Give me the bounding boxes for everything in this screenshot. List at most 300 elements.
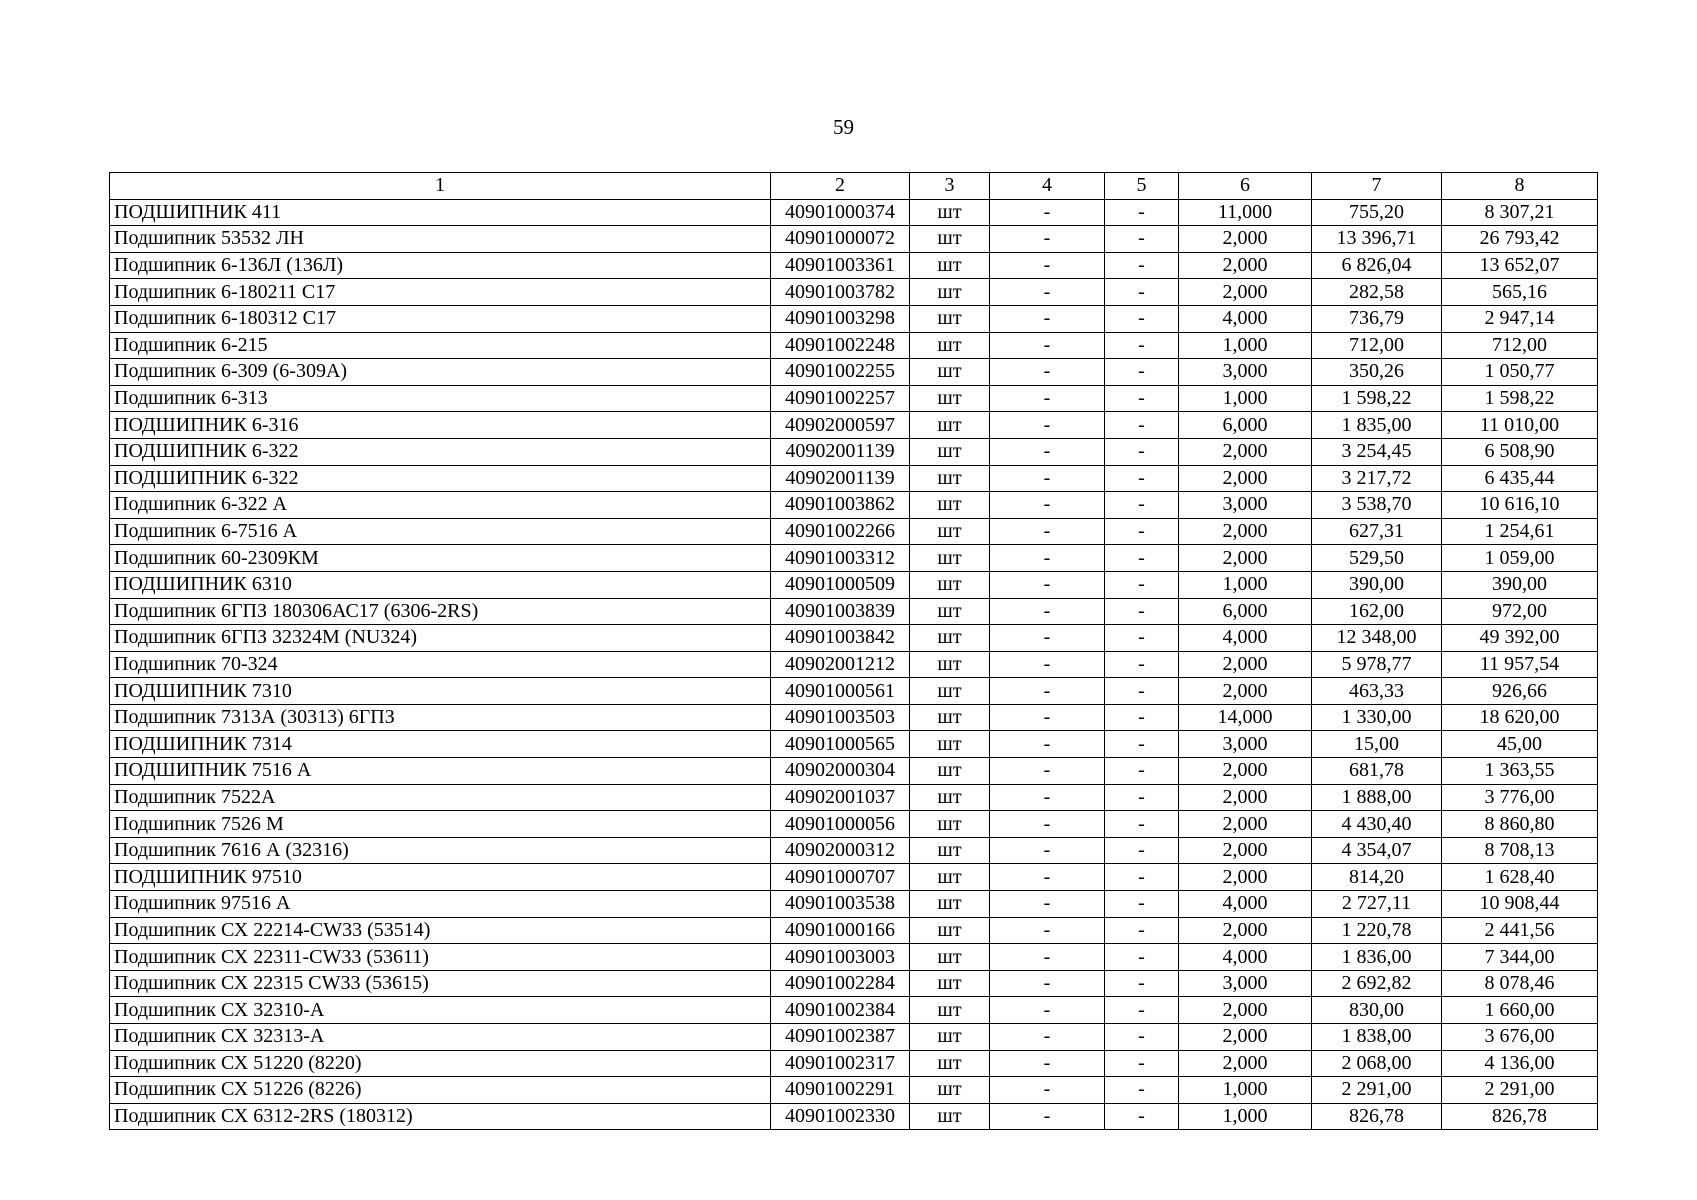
item-code-cell: 40901003782 xyxy=(771,279,910,306)
table-row xyxy=(110,385,1598,412)
item-name-cell: Подшипник 7522А xyxy=(110,784,771,811)
col4-cell: - xyxy=(990,944,1105,971)
col5-cell: - xyxy=(1105,651,1179,678)
col5-cell: - xyxy=(1105,305,1179,332)
quantity-cell: 3,000 xyxy=(1179,731,1312,758)
price-cell: 350,26 xyxy=(1312,359,1442,386)
item-name-cell: Подшипник 6-180211 С17 xyxy=(110,279,771,306)
col5-cell: - xyxy=(1105,226,1179,253)
unit-cell: шт xyxy=(910,199,990,226)
item-code-cell: 40901000561 xyxy=(771,678,910,705)
price-cell: 1 838,00 xyxy=(1312,1024,1442,1051)
amount-cell: 6 435,44 xyxy=(1442,465,1598,492)
quantity-cell: 1,000 xyxy=(1179,1077,1312,1104)
col4-cell: - xyxy=(990,598,1105,625)
quantity-cell: 1,000 xyxy=(1179,1103,1312,1130)
table-row xyxy=(110,1024,1598,1051)
amount-cell: 4 136,00 xyxy=(1442,1050,1598,1077)
price-cell: 4 430,40 xyxy=(1312,811,1442,838)
col4-cell: - xyxy=(990,917,1105,944)
amount-cell: 10 908,44 xyxy=(1442,891,1598,918)
item-code-cell: 40901000056 xyxy=(771,811,910,838)
amount-cell: 1 363,55 xyxy=(1442,758,1598,785)
amount-cell: 2 441,56 xyxy=(1442,917,1598,944)
table-row xyxy=(110,492,1598,519)
item-name-cell: Подшипник 7313А (30313) 6ГПЗ xyxy=(110,704,771,731)
table-row xyxy=(110,279,1598,306)
col5-cell: - xyxy=(1105,518,1179,545)
table-body xyxy=(110,199,1598,1130)
table-row xyxy=(110,917,1598,944)
col4-cell: - xyxy=(990,226,1105,253)
item-code-cell: 40901000166 xyxy=(771,917,910,944)
item-code-cell: 40901003842 xyxy=(771,625,910,652)
item-code-cell: 40901003503 xyxy=(771,704,910,731)
quantity-cell: 3,000 xyxy=(1179,359,1312,386)
col5-cell: - xyxy=(1105,438,1179,465)
unit-cell: шт xyxy=(910,651,990,678)
quantity-cell: 2,000 xyxy=(1179,1024,1312,1051)
col5-cell: - xyxy=(1105,758,1179,785)
unit-cell: шт xyxy=(910,545,990,572)
unit-cell: шт xyxy=(910,678,990,705)
unit-cell: шт xyxy=(910,465,990,492)
quantity-cell: 2,000 xyxy=(1179,465,1312,492)
quantity-cell: 3,000 xyxy=(1179,970,1312,997)
amount-cell: 1 254,61 xyxy=(1442,518,1598,545)
col4-cell: - xyxy=(990,1024,1105,1051)
table-row xyxy=(110,651,1598,678)
item-code-cell: 40901003298 xyxy=(771,305,910,332)
table-row xyxy=(110,465,1598,492)
inventory-table xyxy=(109,172,1598,1130)
price-cell: 830,00 xyxy=(1312,997,1442,1024)
page-number-text: 59 xyxy=(833,115,854,139)
col5-cell: - xyxy=(1105,571,1179,598)
column-header: 7 xyxy=(1312,173,1442,200)
unit-cell: шт xyxy=(910,891,990,918)
quantity-cell: 4,000 xyxy=(1179,305,1312,332)
table-row xyxy=(110,252,1598,279)
col5-cell: - xyxy=(1105,279,1179,306)
unit-cell: шт xyxy=(910,1050,990,1077)
col4-cell: - xyxy=(990,837,1105,864)
amount-cell: 565,16 xyxy=(1442,279,1598,306)
price-cell: 13 396,71 xyxy=(1312,226,1442,253)
col5-cell: - xyxy=(1105,492,1179,519)
amount-cell: 45,00 xyxy=(1442,731,1598,758)
price-cell: 1 220,78 xyxy=(1312,917,1442,944)
col4-cell: - xyxy=(990,571,1105,598)
col4-cell: - xyxy=(990,811,1105,838)
quantity-cell: 4,000 xyxy=(1179,625,1312,652)
price-cell: 12 348,00 xyxy=(1312,625,1442,652)
quantity-cell: 2,000 xyxy=(1179,226,1312,253)
item-code-cell: 40901003538 xyxy=(771,891,910,918)
quantity-cell: 2,000 xyxy=(1179,438,1312,465)
item-name-cell: Подшипник СХ 22214-CW33 (53514) xyxy=(110,917,771,944)
unit-cell: шт xyxy=(910,758,990,785)
item-name-cell: Подшипник 6-180312 С17 xyxy=(110,305,771,332)
column-header: 1 xyxy=(110,173,771,200)
unit-cell: шт xyxy=(910,598,990,625)
item-code-cell: 40901002248 xyxy=(771,332,910,359)
item-code-cell: 40901002317 xyxy=(771,1050,910,1077)
amount-cell: 18 620,00 xyxy=(1442,704,1598,731)
item-name-cell: Подшипник 7526 М xyxy=(110,811,771,838)
table-row xyxy=(110,412,1598,439)
amount-cell: 2 291,00 xyxy=(1442,1077,1598,1104)
amount-cell: 2 947,14 xyxy=(1442,305,1598,332)
item-name-cell: Подшипник СХ 51220 (8220) xyxy=(110,1050,771,1077)
page-number xyxy=(0,115,1697,140)
column-header: 6 xyxy=(1179,173,1312,200)
table-row xyxy=(110,704,1598,731)
quantity-cell: 14,000 xyxy=(1179,704,1312,731)
item-name-cell: ПОДШИПНИК 7310 xyxy=(110,678,771,705)
unit-cell: шт xyxy=(910,1024,990,1051)
col4-cell: - xyxy=(990,758,1105,785)
table-row xyxy=(110,359,1598,386)
price-cell: 712,00 xyxy=(1312,332,1442,359)
column-header: 4 xyxy=(990,173,1105,200)
col5-cell: - xyxy=(1105,837,1179,864)
item-code-cell: 40901003312 xyxy=(771,545,910,572)
col5-cell: - xyxy=(1105,1103,1179,1130)
amount-cell: 11 957,54 xyxy=(1442,651,1598,678)
col4-cell: - xyxy=(990,305,1105,332)
unit-cell: шт xyxy=(910,704,990,731)
item-code-cell: 40901002330 xyxy=(771,1103,910,1130)
price-cell: 1 836,00 xyxy=(1312,944,1442,971)
amount-cell: 1 660,00 xyxy=(1442,997,1598,1024)
item-name-cell: Подшипник 53532 ЛН xyxy=(110,226,771,253)
unit-cell: шт xyxy=(910,864,990,891)
col5-cell: - xyxy=(1105,332,1179,359)
price-cell: 162,00 xyxy=(1312,598,1442,625)
amount-cell: 6 508,90 xyxy=(1442,438,1598,465)
item-code-cell: 40901002257 xyxy=(771,385,910,412)
col5-cell: - xyxy=(1105,944,1179,971)
col4-cell: - xyxy=(990,279,1105,306)
item-name-cell: ПОДШИПНИК 7314 xyxy=(110,731,771,758)
item-name-cell: ПОДШИПНИК 7516 А xyxy=(110,758,771,785)
table-row xyxy=(110,944,1598,971)
col4-cell: - xyxy=(990,252,1105,279)
col4-cell: - xyxy=(990,359,1105,386)
table-row xyxy=(110,598,1598,625)
amount-cell: 1 628,40 xyxy=(1442,864,1598,891)
table-row xyxy=(110,784,1598,811)
col4-cell: - xyxy=(990,731,1105,758)
amount-cell: 3 776,00 xyxy=(1442,784,1598,811)
amount-cell: 8 708,13 xyxy=(1442,837,1598,864)
quantity-cell: 1,000 xyxy=(1179,385,1312,412)
amount-cell: 49 392,00 xyxy=(1442,625,1598,652)
col5-cell: - xyxy=(1105,1024,1179,1051)
col5-cell: - xyxy=(1105,917,1179,944)
unit-cell: шт xyxy=(910,837,990,864)
unit-cell: шт xyxy=(910,811,990,838)
table-row xyxy=(110,438,1598,465)
item-code-cell: 40902001037 xyxy=(771,784,910,811)
price-cell: 15,00 xyxy=(1312,731,1442,758)
quantity-cell: 6,000 xyxy=(1179,598,1312,625)
amount-cell: 10 616,10 xyxy=(1442,492,1598,519)
item-name-cell: ПОДШИПНИК 6-316 xyxy=(110,412,771,439)
item-code-cell: 40901000565 xyxy=(771,731,910,758)
col4-cell: - xyxy=(990,438,1105,465)
unit-cell: шт xyxy=(910,385,990,412)
col5-cell: - xyxy=(1105,864,1179,891)
column-header: 3 xyxy=(910,173,990,200)
quantity-cell: 2,000 xyxy=(1179,864,1312,891)
item-name-cell: Подшипник СХ 51226 (8226) xyxy=(110,1077,771,1104)
unit-cell: шт xyxy=(910,332,990,359)
table-row xyxy=(110,305,1598,332)
item-name-cell: Подшипник СХ 22315 CW33 (53615) xyxy=(110,970,771,997)
quantity-cell: 3,000 xyxy=(1179,492,1312,519)
table-row xyxy=(110,731,1598,758)
amount-cell: 7 344,00 xyxy=(1442,944,1598,971)
price-cell: 814,20 xyxy=(1312,864,1442,891)
col4-cell: - xyxy=(990,492,1105,519)
amount-cell: 8 307,21 xyxy=(1442,199,1598,226)
table-row xyxy=(110,864,1598,891)
table-row xyxy=(110,811,1598,838)
price-cell: 3 538,70 xyxy=(1312,492,1442,519)
col5-cell: - xyxy=(1105,465,1179,492)
unit-cell: шт xyxy=(910,571,990,598)
amount-cell: 13 652,07 xyxy=(1442,252,1598,279)
amount-cell: 972,00 xyxy=(1442,598,1598,625)
unit-cell: шт xyxy=(910,970,990,997)
col4-cell: - xyxy=(990,332,1105,359)
quantity-cell: 2,000 xyxy=(1179,758,1312,785)
item-name-cell: ПОДШИПНИК 97510 xyxy=(110,864,771,891)
item-name-cell: Подшипник СХ 32310-А xyxy=(110,997,771,1024)
item-name-cell: Подшипник СХ 6312-2RS (180312) xyxy=(110,1103,771,1130)
amount-cell: 26 793,42 xyxy=(1442,226,1598,253)
quantity-cell: 2,000 xyxy=(1179,837,1312,864)
price-cell: 2 291,00 xyxy=(1312,1077,1442,1104)
price-cell: 3 254,45 xyxy=(1312,438,1442,465)
col5-cell: - xyxy=(1105,784,1179,811)
item-name-cell: Подшипник 97516 А xyxy=(110,891,771,918)
unit-cell: шт xyxy=(910,226,990,253)
item-code-cell: 40901003003 xyxy=(771,944,910,971)
col5-cell: - xyxy=(1105,359,1179,386)
table-row xyxy=(110,997,1598,1024)
item-code-cell: 40901000509 xyxy=(771,571,910,598)
unit-cell: шт xyxy=(910,784,990,811)
table-row xyxy=(110,518,1598,545)
col4-cell: - xyxy=(990,970,1105,997)
table-row xyxy=(110,332,1598,359)
col5-cell: - xyxy=(1105,891,1179,918)
col5-cell: - xyxy=(1105,1050,1179,1077)
col4-cell: - xyxy=(990,704,1105,731)
item-code-cell: 40901002387 xyxy=(771,1024,910,1051)
quantity-cell: 2,000 xyxy=(1179,678,1312,705)
price-cell: 1 598,22 xyxy=(1312,385,1442,412)
column-header: 5 xyxy=(1105,173,1179,200)
table-row xyxy=(110,1050,1598,1077)
table-row xyxy=(110,891,1598,918)
price-cell: 3 217,72 xyxy=(1312,465,1442,492)
item-code-cell: 40901002291 xyxy=(771,1077,910,1104)
item-name-cell: ПОДШИПНИК 6-322 xyxy=(110,465,771,492)
quantity-cell: 1,000 xyxy=(1179,571,1312,598)
item-name-cell: ПОДШИПНИК 411 xyxy=(110,199,771,226)
col5-cell: - xyxy=(1105,970,1179,997)
quantity-cell: 2,000 xyxy=(1179,518,1312,545)
table-row xyxy=(110,625,1598,652)
item-code-cell: 40902000312 xyxy=(771,837,910,864)
unit-cell: шт xyxy=(910,438,990,465)
unit-cell: шт xyxy=(910,625,990,652)
price-cell: 282,58 xyxy=(1312,279,1442,306)
item-name-cell: Подшипник 6-215 xyxy=(110,332,771,359)
unit-cell: шт xyxy=(910,944,990,971)
amount-cell: 712,00 xyxy=(1442,332,1598,359)
unit-cell: шт xyxy=(910,1077,990,1104)
price-cell: 463,33 xyxy=(1312,678,1442,705)
quantity-cell: 4,000 xyxy=(1179,891,1312,918)
table-row xyxy=(110,226,1598,253)
price-cell: 4 354,07 xyxy=(1312,837,1442,864)
amount-cell: 826,78 xyxy=(1442,1103,1598,1130)
quantity-cell: 2,000 xyxy=(1179,279,1312,306)
amount-cell: 1 598,22 xyxy=(1442,385,1598,412)
col5-cell: - xyxy=(1105,199,1179,226)
col5-cell: - xyxy=(1105,598,1179,625)
col5-cell: - xyxy=(1105,731,1179,758)
column-header: 8 xyxy=(1442,173,1598,200)
item-name-cell: Подшипник 60-2309КМ xyxy=(110,545,771,572)
price-cell: 5 978,77 xyxy=(1312,651,1442,678)
quantity-cell: 2,000 xyxy=(1179,252,1312,279)
col4-cell: - xyxy=(990,784,1105,811)
table-row xyxy=(110,545,1598,572)
unit-cell: шт xyxy=(910,518,990,545)
amount-cell: 1 059,00 xyxy=(1442,545,1598,572)
item-code-cell: 40901002384 xyxy=(771,997,910,1024)
table-row xyxy=(110,199,1598,226)
table-row xyxy=(110,1077,1598,1104)
unit-cell: шт xyxy=(910,731,990,758)
table-row xyxy=(110,758,1598,785)
item-code-cell: 40901002266 xyxy=(771,518,910,545)
col5-cell: - xyxy=(1105,412,1179,439)
item-name-cell: Подшипник 70-324 xyxy=(110,651,771,678)
col4-cell: - xyxy=(990,864,1105,891)
unit-cell: шт xyxy=(910,997,990,1024)
item-code-cell: 40902001139 xyxy=(771,438,910,465)
col4-cell: - xyxy=(990,385,1105,412)
amount-cell: 8 860,80 xyxy=(1442,811,1598,838)
col4-cell: - xyxy=(990,1077,1105,1104)
price-cell: 2 692,82 xyxy=(1312,970,1442,997)
col5-cell: - xyxy=(1105,545,1179,572)
price-cell: 2 068,00 xyxy=(1312,1050,1442,1077)
table-row xyxy=(110,970,1598,997)
col4-cell: - xyxy=(990,625,1105,652)
quantity-cell: 2,000 xyxy=(1179,997,1312,1024)
col4-cell: - xyxy=(990,518,1105,545)
price-cell: 1 888,00 xyxy=(1312,784,1442,811)
col4-cell: - xyxy=(990,199,1105,226)
price-cell: 529,50 xyxy=(1312,545,1442,572)
item-name-cell: Подшипник 6ГПЗ 180306АС17 (6306-2RS) xyxy=(110,598,771,625)
col5-cell: - xyxy=(1105,997,1179,1024)
col4-cell: - xyxy=(990,651,1105,678)
item-code-cell: 40902001212 xyxy=(771,651,910,678)
price-cell: 6 826,04 xyxy=(1312,252,1442,279)
item-name-cell: Подшипник СХ 22311-CW33 (53611) xyxy=(110,944,771,971)
table-row xyxy=(110,571,1598,598)
col4-cell: - xyxy=(990,1050,1105,1077)
price-cell: 755,20 xyxy=(1312,199,1442,226)
quantity-cell: 1,000 xyxy=(1179,332,1312,359)
unit-cell: шт xyxy=(910,1103,990,1130)
item-code-cell: 40901000707 xyxy=(771,864,910,891)
header-row xyxy=(110,173,1598,200)
item-code-cell: 40901003361 xyxy=(771,252,910,279)
col5-cell: - xyxy=(1105,678,1179,705)
item-code-cell: 40901000374 xyxy=(771,199,910,226)
unit-cell: шт xyxy=(910,359,990,386)
item-code-cell: 40901003839 xyxy=(771,598,910,625)
item-code-cell: 40901002284 xyxy=(771,970,910,997)
amount-cell: 926,66 xyxy=(1442,678,1598,705)
col4-cell: - xyxy=(990,891,1105,918)
amount-cell: 390,00 xyxy=(1442,571,1598,598)
col5-cell: - xyxy=(1105,625,1179,652)
unit-cell: шт xyxy=(910,305,990,332)
col5-cell: - xyxy=(1105,385,1179,412)
unit-cell: шт xyxy=(910,492,990,519)
item-name-cell: Подшипник 6ГПЗ 32324М (NU324) xyxy=(110,625,771,652)
price-cell: 1 330,00 xyxy=(1312,704,1442,731)
unit-cell: шт xyxy=(910,252,990,279)
col5-cell: - xyxy=(1105,1077,1179,1104)
price-cell: 681,78 xyxy=(1312,758,1442,785)
item-name-cell: Подшипник СХ 32313-А xyxy=(110,1024,771,1051)
unit-cell: шт xyxy=(910,412,990,439)
amount-cell: 8 078,46 xyxy=(1442,970,1598,997)
price-cell: 390,00 xyxy=(1312,571,1442,598)
item-code-cell: 40902000304 xyxy=(771,758,910,785)
price-cell: 826,78 xyxy=(1312,1103,1442,1130)
unit-cell: шт xyxy=(910,279,990,306)
unit-cell: шт xyxy=(910,917,990,944)
col4-cell: - xyxy=(990,997,1105,1024)
amount-cell: 11 010,00 xyxy=(1442,412,1598,439)
col5-cell: - xyxy=(1105,811,1179,838)
item-name-cell: Подшипник 6-7516 А xyxy=(110,518,771,545)
quantity-cell: 2,000 xyxy=(1179,811,1312,838)
quantity-cell: 2,000 xyxy=(1179,651,1312,678)
table-row xyxy=(110,678,1598,705)
quantity-cell: 2,000 xyxy=(1179,545,1312,572)
col5-cell: - xyxy=(1105,704,1179,731)
item-name-cell: Подшипник 6-309 (6-309А) xyxy=(110,359,771,386)
price-cell: 1 835,00 xyxy=(1312,412,1442,439)
item-name-cell: Подшипник 7616 А (32316) xyxy=(110,837,771,864)
item-name-cell: Подшипник 6-136Л (136Л) xyxy=(110,252,771,279)
column-header: 2 xyxy=(771,173,910,200)
